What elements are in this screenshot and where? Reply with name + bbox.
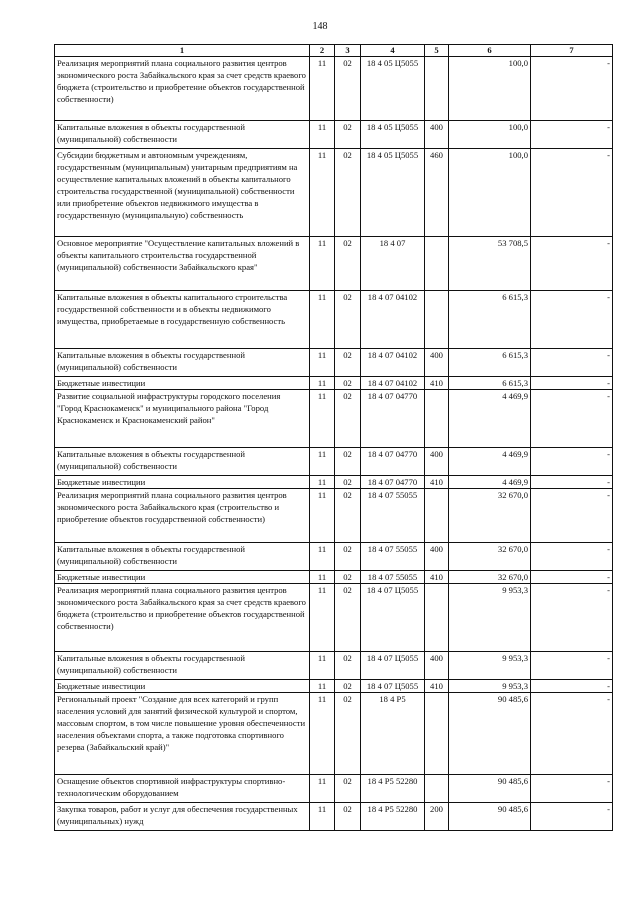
cell-c2: 11 (310, 489, 335, 543)
cell-c6: 100,0 (449, 149, 531, 237)
cell-c7: - (531, 390, 613, 448)
column-header: 7 (531, 45, 613, 57)
cell-c4: 18 4 07 Ц5055 (361, 652, 425, 680)
cell-c7: - (531, 349, 613, 377)
cell-c6: 4 469,9 (449, 476, 531, 489)
cell-c3: 02 (335, 803, 361, 831)
cell-c5: 400 (425, 543, 449, 571)
cell-c5 (425, 693, 449, 775)
cell-c7: - (531, 149, 613, 237)
cell-c6: 9 953,3 (449, 652, 531, 680)
cell-c5: 410 (425, 476, 449, 489)
row-name-cell: Региональный проект "Создание для всех категорий и групп населения условий для занятий физической культурой и спортом, массовым спортом, в том числе повышение уровня обеспеченности населения объектами спорта, а также подготовка спортивного резерва (Забайкальский край)" (55, 693, 310, 775)
cell-c7: - (531, 448, 613, 476)
cell-c6: 32 670,0 (449, 571, 531, 584)
cell-c2: 11 (310, 775, 335, 803)
cell-c6: 32 670,0 (449, 543, 531, 571)
column-header: 1 (55, 45, 310, 57)
table-row (55, 291, 613, 349)
row-name-cell: Закупка товаров, работ и услуг для обеспечения государственных (муниципальных) нужд (55, 803, 310, 831)
table-row (55, 543, 613, 571)
row-name-cell: Субсидии бюджетным и автономным учреждениям, государственным (муниципальным) унитарным предприятиям на осуществление капитальных вложений в объекты капитального строительства государственной (муниципальной) собственности или приобретение объектов недвижимого имущества в государственную (муниципальную) собственность (55, 149, 310, 237)
table-row (55, 693, 613, 775)
table-row (55, 775, 613, 803)
cell-c7: - (531, 543, 613, 571)
cell-c6: 4 469,9 (449, 390, 531, 448)
cell-c6: 6 615,3 (449, 377, 531, 390)
cell-c2: 11 (310, 652, 335, 680)
cell-c7: - (531, 489, 613, 543)
cell-c6: 90 485,6 (449, 775, 531, 803)
cell-c4: 18 4 P5 52280 (361, 803, 425, 831)
cell-c7: - (531, 57, 613, 121)
cell-c5: 460 (425, 149, 449, 237)
table-row (55, 349, 613, 377)
cell-c2: 11 (310, 149, 335, 237)
cell-c6: 6 615,3 (449, 349, 531, 377)
table-row (55, 57, 613, 121)
cell-c3: 02 (335, 584, 361, 652)
row-name-cell: Капитальные вложения в объекты государственной (муниципальной) собственности (55, 652, 310, 680)
cell-c4: 18 4 07 Ц5055 (361, 680, 425, 693)
cell-c3: 02 (335, 377, 361, 390)
cell-c5 (425, 584, 449, 652)
row-name-cell: Капитальные вложения в объекты государственной (муниципальной) собственности (55, 448, 310, 476)
row-name-cell: Оснащение объектов спортивной инфраструктуры спортивно-технологическим оборудованием (55, 775, 310, 803)
cell-c5: 200 (425, 803, 449, 831)
cell-c2: 11 (310, 448, 335, 476)
cell-c2: 11 (310, 693, 335, 775)
row-name-cell: Бюджетные инвестиции (55, 571, 310, 584)
cell-c6: 53 708,5 (449, 237, 531, 291)
cell-c3: 02 (335, 693, 361, 775)
cell-c5 (425, 489, 449, 543)
cell-c4: 18 4 07 04102 (361, 349, 425, 377)
row-name-cell: Капитальные вложения в объекты государственной (муниципальной) собственности (55, 349, 310, 377)
cell-c2: 11 (310, 57, 335, 121)
cell-c7: - (531, 775, 613, 803)
cell-c6: 9 953,3 (449, 584, 531, 652)
table-row (55, 448, 613, 476)
cell-c6: 9 953,3 (449, 680, 531, 693)
cell-c6: 6 615,3 (449, 291, 531, 349)
cell-c4: 18 4 07 04770 (361, 476, 425, 489)
table-row (55, 237, 613, 291)
cell-c6: 32 670,0 (449, 489, 531, 543)
row-name-cell: Основное мероприятие "Осуществление капитальных вложений в объекты капитального строительства государственной (муниципальной) собственности Забайкальского края" (55, 237, 310, 291)
cell-c2: 11 (310, 237, 335, 291)
row-name-cell: Реализация мероприятий плана социального развития центров экономического роста Забайкальского края (строительство и приобретение объектов государственной собственности) (55, 489, 310, 543)
cell-c4: 18 4 05 Ц5055 (361, 149, 425, 237)
cell-c2: 11 (310, 571, 335, 584)
cell-c4: 18 4 P5 (361, 693, 425, 775)
page-number: 148 (312, 21, 328, 32)
cell-c6: 90 485,6 (449, 803, 531, 831)
cell-c4: 18 4 07 04770 (361, 448, 425, 476)
cell-c6: 4 469,9 (449, 448, 531, 476)
column-header: 5 (425, 45, 449, 57)
cell-c7: - (531, 693, 613, 775)
cell-c3: 02 (335, 680, 361, 693)
cell-c5: 410 (425, 680, 449, 693)
cell-c3: 02 (335, 775, 361, 803)
cell-c5 (425, 237, 449, 291)
cell-c6: 100,0 (449, 57, 531, 121)
cell-c4: 18 4 07 55055 (361, 543, 425, 571)
table-row (55, 584, 613, 652)
cell-c4: 18 4 07 55055 (361, 489, 425, 543)
cell-c2: 11 (310, 543, 335, 571)
cell-c2: 11 (310, 803, 335, 831)
cell-c3: 02 (335, 448, 361, 476)
cell-c5: 400 (425, 349, 449, 377)
cell-c3: 02 (335, 349, 361, 377)
header-row (55, 45, 613, 57)
cell-c3: 02 (335, 543, 361, 571)
cell-c5: 410 (425, 571, 449, 584)
cell-c7: - (531, 377, 613, 390)
table-row (55, 571, 613, 584)
row-name-cell: Капитальные вложения в объекты капитального строительства государственной собственности и в объекты недвижимого имущества, приобретаемые в государственную собственность (55, 291, 310, 349)
cell-c6: 90 485,6 (449, 693, 531, 775)
table-row (55, 652, 613, 680)
cell-c4: 18 4 07 (361, 237, 425, 291)
row-name-cell: Бюджетные инвестиции (55, 476, 310, 489)
cell-c5 (425, 775, 449, 803)
row-name-cell: Бюджетные инвестиции (55, 680, 310, 693)
cell-c2: 11 (310, 584, 335, 652)
cell-c3: 02 (335, 149, 361, 237)
cell-c5: 400 (425, 448, 449, 476)
row-name-cell: Капитальные вложения в объекты государственной (муниципальной) собственности (55, 121, 310, 149)
cell-c7: - (531, 571, 613, 584)
cell-c2: 11 (310, 121, 335, 149)
cell-c3: 02 (335, 121, 361, 149)
row-name-cell: Капитальные вложения в объекты государственной (муниципальной) собственности (55, 543, 310, 571)
cell-c4: 18 4 07 55055 (361, 571, 425, 584)
cell-c7: - (531, 237, 613, 291)
cell-c7: - (531, 652, 613, 680)
cell-c2: 11 (310, 476, 335, 489)
cell-c5 (425, 291, 449, 349)
row-name-cell: Бюджетные инвестиции (55, 377, 310, 390)
cell-c4: 18 4 07 Ц5055 (361, 584, 425, 652)
cell-c2: 11 (310, 349, 335, 377)
cell-c4: 18 4 07 04770 (361, 390, 425, 448)
column-header: 3 (335, 45, 361, 57)
cell-c6: 100,0 (449, 121, 531, 149)
cell-c4: 18 4 05 Ц5055 (361, 121, 425, 149)
cell-c3: 02 (335, 291, 361, 349)
column-header: 2 (310, 45, 335, 57)
cell-c2: 11 (310, 377, 335, 390)
cell-c2: 11 (310, 291, 335, 349)
table-row (55, 390, 613, 448)
cell-c7: - (531, 584, 613, 652)
cell-c5: 410 (425, 377, 449, 390)
cell-c3: 02 (335, 57, 361, 121)
table-row (55, 489, 613, 543)
budget-table (54, 44, 613, 831)
table-row (55, 377, 613, 390)
table-row (55, 149, 613, 237)
column-header: 6 (449, 45, 531, 57)
table-row (55, 803, 613, 831)
cell-c5 (425, 390, 449, 448)
cell-c3: 02 (335, 476, 361, 489)
row-name-cell: Реализация мероприятий плана социального развития центров экономического роста Забайкальского края за счет средств краевого бюджета (строительство и приобретение объектов государственной собственности) (55, 57, 310, 121)
cell-c7: - (531, 803, 613, 831)
cell-c7: - (531, 680, 613, 693)
cell-c3: 02 (335, 571, 361, 584)
cell-c3: 02 (335, 652, 361, 680)
cell-c7: - (531, 291, 613, 349)
row-name-cell: Реализация мероприятий плана социального развития центров экономического роста Забайкальского края за счет средств краевого бюджета (строительство и приобретение объектов государственной собственности) (55, 584, 310, 652)
cell-c7: - (531, 121, 613, 149)
table-row (55, 121, 613, 149)
cell-c5: 400 (425, 121, 449, 149)
cell-c2: 11 (310, 390, 335, 448)
table-row (55, 476, 613, 489)
cell-c3: 02 (335, 390, 361, 448)
cell-c4: 18 4 07 04102 (361, 291, 425, 349)
cell-c4: 18 4 07 04102 (361, 377, 425, 390)
table-row (55, 680, 613, 693)
cell-c3: 02 (335, 237, 361, 291)
cell-c2: 11 (310, 680, 335, 693)
cell-c5: 400 (425, 652, 449, 680)
cell-c4: 18 4 P5 52280 (361, 775, 425, 803)
column-header: 4 (361, 45, 425, 57)
cell-c5 (425, 57, 449, 121)
cell-c7: - (531, 476, 613, 489)
cell-c4: 18 4 05 Ц5055 (361, 57, 425, 121)
row-name-cell: Развитие социальной инфраструктуры городского поселения "Город Краснокаменск" и муниципального района "Город Краснокаменск и Краснокаменский район" (55, 390, 310, 448)
cell-c3: 02 (335, 489, 361, 543)
